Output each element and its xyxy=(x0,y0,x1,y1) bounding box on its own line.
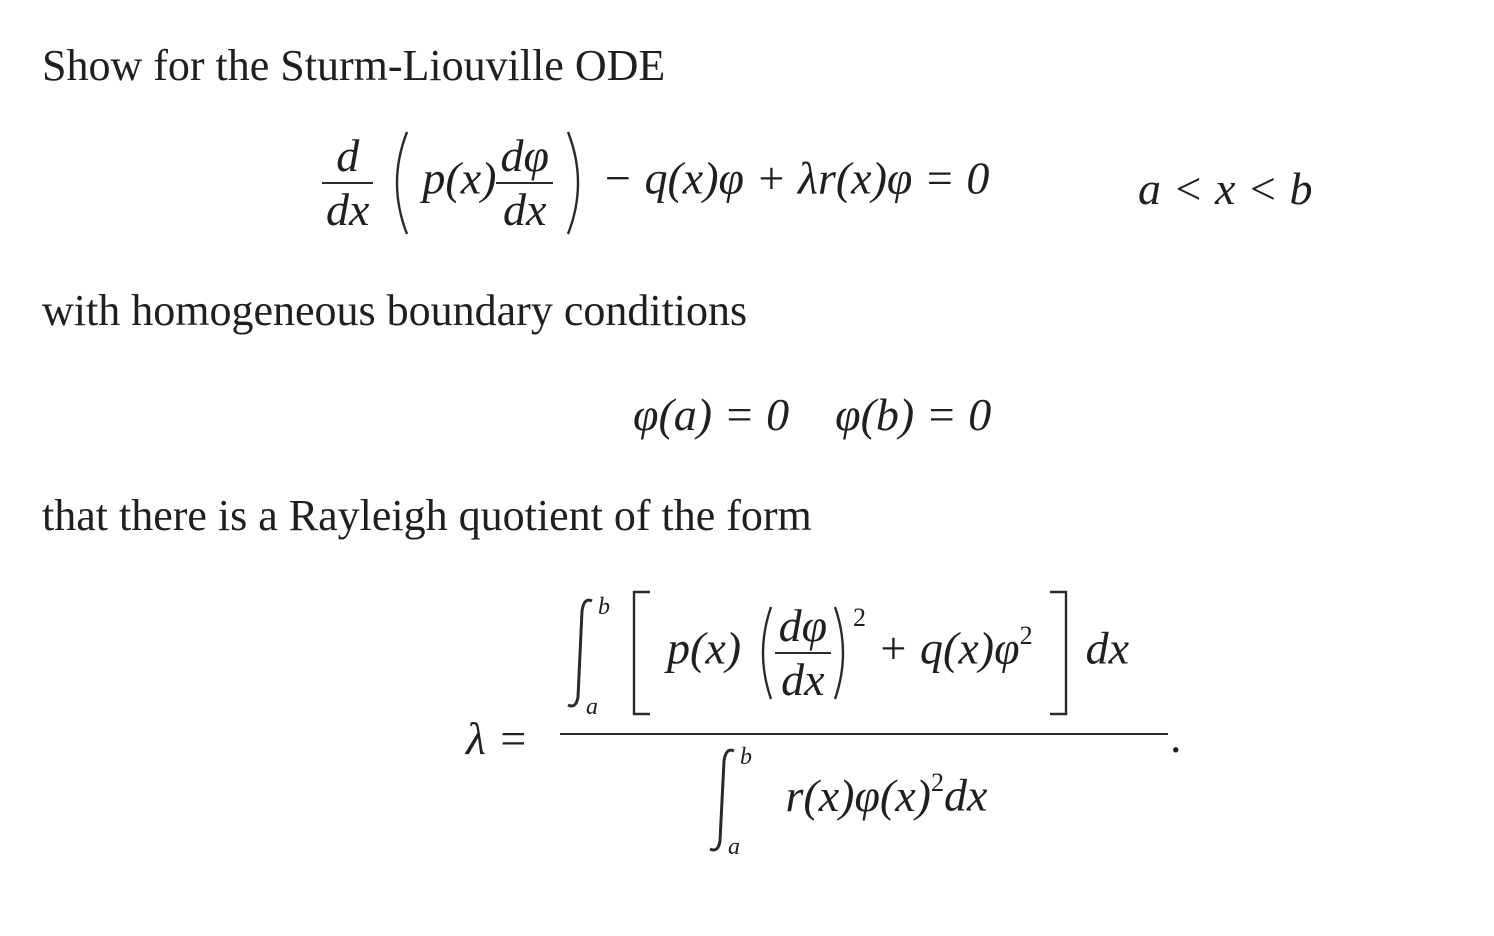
integration-dx: dx xyxy=(1085,622,1129,674)
integral-sign-icon xyxy=(704,744,752,860)
denominator-square-exponent: 2 xyxy=(930,767,944,797)
rayleigh-paragraph: that there is a Rayleigh quotient of the form xyxy=(42,491,812,540)
dx: dx xyxy=(781,654,825,705)
operator-denominator: dx xyxy=(326,184,370,235)
fraction-bar xyxy=(560,733,1168,735)
equation-remainder: − q(x)φ + λr(x)φ = 0 xyxy=(601,152,990,204)
lambda-equals: λ = xyxy=(466,713,529,764)
dx: dx xyxy=(503,184,547,235)
left-paren-icon xyxy=(385,128,411,238)
right-paren-icon xyxy=(831,603,853,703)
denominator-dx: dx xyxy=(943,769,988,821)
square-exponent: 2 xyxy=(853,602,867,632)
sturm-liouville-equation xyxy=(322,128,989,238)
p-of-x: p(x) xyxy=(422,152,497,204)
operator-numerator: d xyxy=(336,130,360,181)
denominator-term: r(x)φ(x) xyxy=(785,769,931,821)
q-square-exponent: 2 xyxy=(1019,620,1033,650)
p-of-x: p(x) xyxy=(667,622,742,674)
left-paren-icon xyxy=(753,603,775,703)
quotient-numerator xyxy=(562,588,1129,728)
boundary-conditions-equation: φ(a) = 0 φ(b) = 0 xyxy=(633,389,992,440)
d-dx-operator xyxy=(322,130,373,235)
lower-limit: a xyxy=(728,834,740,860)
dphi-dx xyxy=(496,130,552,235)
upper-limit: b xyxy=(740,744,752,770)
quotient-denominator xyxy=(704,744,988,860)
left-bracket-icon xyxy=(626,588,656,718)
dphi: dφ xyxy=(500,130,549,181)
integral-sign-icon xyxy=(562,593,610,720)
intro-paragraph: Show for the Sturm-Liouville ODE xyxy=(42,41,666,90)
right-bracket-icon xyxy=(1044,588,1074,718)
domain-range: a < x < b xyxy=(1138,163,1313,214)
dphi-dx xyxy=(775,600,831,705)
right-paren-icon xyxy=(564,128,590,238)
dphi: dφ xyxy=(778,600,828,651)
q-term: + q(x)φ xyxy=(877,622,1020,674)
upper-limit: b xyxy=(598,594,610,620)
lower-limit: a xyxy=(586,694,598,720)
boundary-conditions-paragraph: with homogeneous boundary conditions xyxy=(42,286,748,335)
period: . xyxy=(1170,711,1182,762)
